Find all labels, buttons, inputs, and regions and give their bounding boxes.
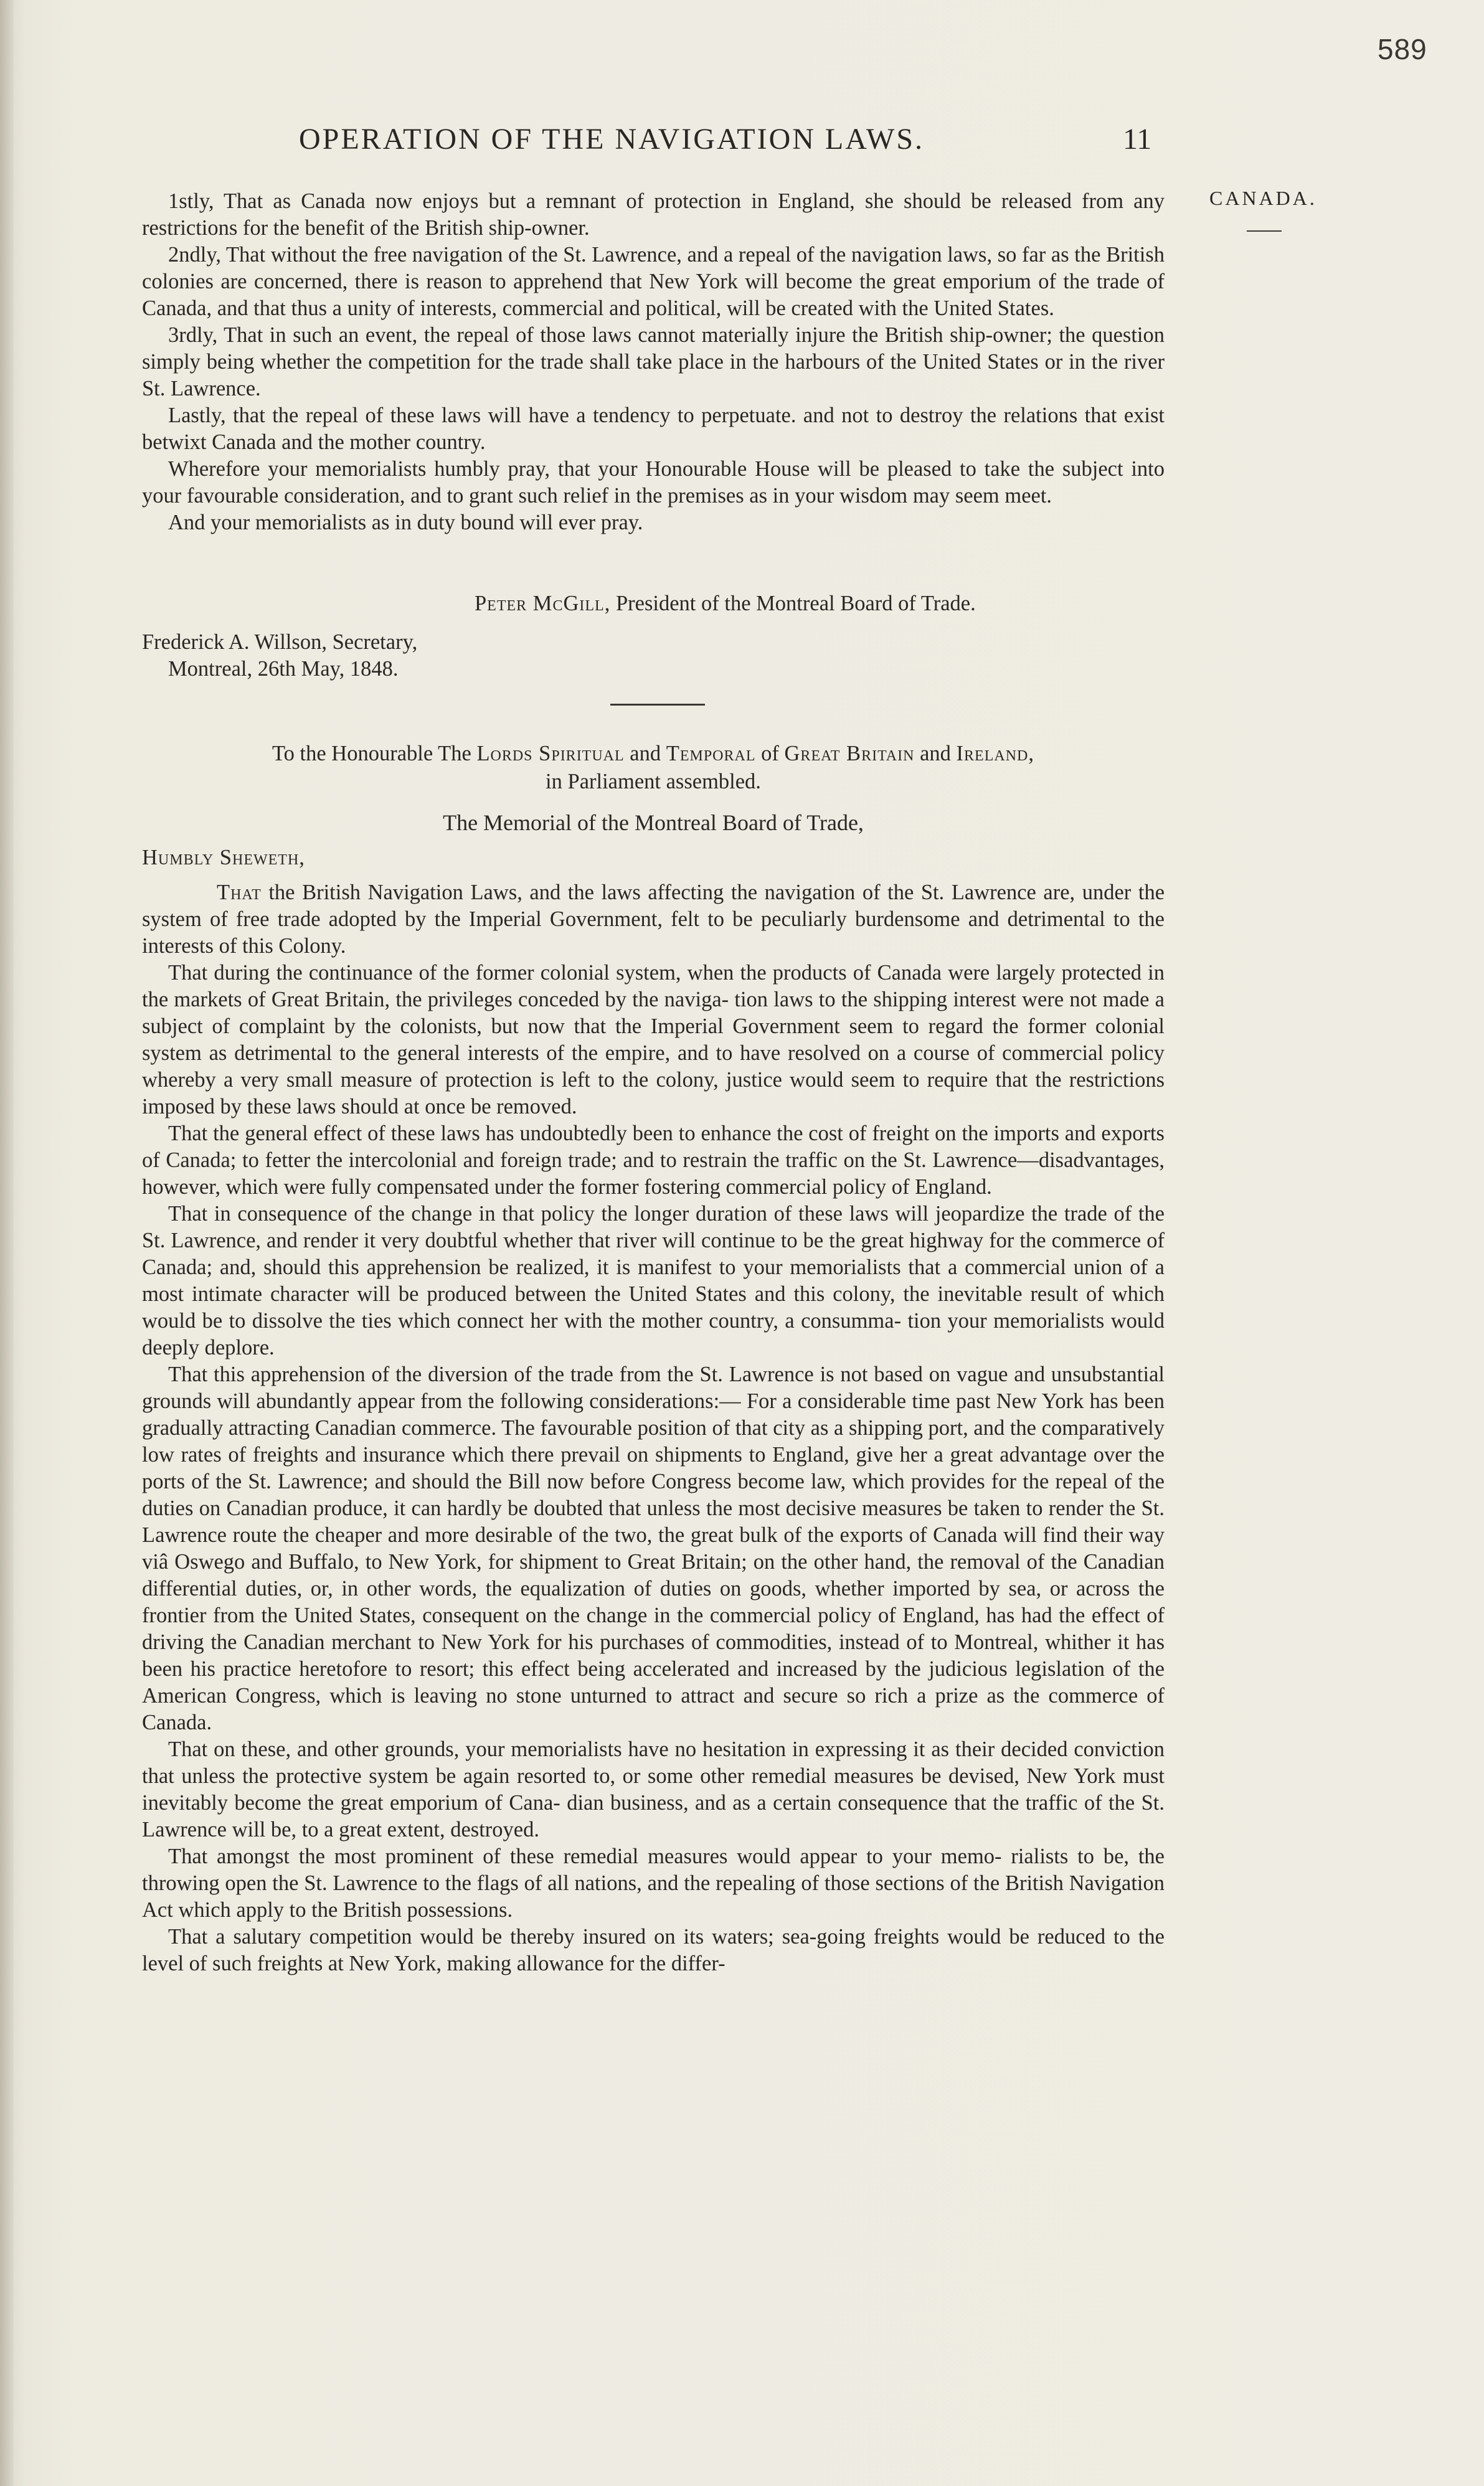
memorial2-paragraph: That on these, and other grounds, your memorialists have no hesitation in expressing it as their decided conviction that unless the protective system be again resorted to, or some other remedial measures be devised, New York must inevitably become the great emporium of Cana- dian business, and as a certain consequence that the traffic of the St. Lawrence will be, to a great extent, destroyed.: [142, 1737, 1165, 1841]
address-of: of: [761, 742, 779, 765]
address-line-2: in Parliament assembled.: [546, 770, 761, 793]
memorial2-first-paragraph: [142, 879, 1165, 960]
memorial2-paragraph: That a salutary competition would be thereby insured on its waters; sea-going freights would be reduced to the level of such freights at New York, making allowance for the differ-: [142, 1925, 1165, 1975]
salutation: Humbly Sheweth,: [142, 846, 305, 869]
address-and: and: [630, 742, 661, 765]
page-spine-shadow: [0, 0, 14, 2486]
address-ireland: Ireland,: [956, 742, 1034, 765]
memorial1-paragraph: And your memorialists as in duty bound will ever pray.: [168, 511, 643, 534]
secretary-block: [142, 629, 417, 683]
memorial2-paragraph: That this apprehension of the diversion of the trade from the St. Lawrence is not based on vague and unsubstantial grounds will abundantly appear from the following considerations:— For a considerable time past New York has been gradually attracting Canadian commerce. The favourable position of that city as a shipping port, and the comparatively low rates of freights and insurance which there prevail on shipments to England, give her a great advantage over the ports of the St. Lawrence; and should the Bill now before Congress become law, which provides for the repeal of the duties on Canadian produce, it can hardly be doubted that unless the most decisive measures be taken to render the St. Lawrence route the cheaper and more desirable of the two, the great bulk of the exports of Canada will find their way viâ Oswego and Buffalo, to New York, for shipment to Great Britain; on the other hand, the removal of the Canadian differential duties, or, in other words, the equalization of duties on goods, whether imported by sea, or across the frontier from the United States, consequent on the change in the commercial policy of England, has had the effect of driving the Canadian merchant to New York for his purchases of commodities, instead of to Montreal, whither it has been his practice heretofore to resort; this effect being accelerated and increased by the judicious legislation of the American Congress, which is leaving no stone unturned to attract and secure so rich a prize as the commerce of Canada.: [142, 1363, 1165, 1734]
memorial2-paragraph: That amongst the most prominent of these remedial measures would appear to your memo- rialists to be, the throwing open the St. Lawrence to the flags of all nations, and the repealing of those sections of the British Navigation Act which apply to the British possessions.: [142, 1845, 1165, 1922]
memorial2-paragraph: That the general effect of these laws has undoubtedly been to enhance the cost of freight on the imports and exports of Canada; to fetter the intercolonial and foreign trade; and to restrain the traffic on the St. Lawrence—disadvantages, however, which were fully compensated under the former fostering commercial policy of England.: [142, 1122, 1165, 1199]
memorial2-paragraph: That in consequence of the change in that policy the longer duration of these laws will jeopardize the trade of the St. Lawrence, and render it very doubtful whether that river will continue to be the great highway for the commerce of Canada; and, should this apprehension be realized, it is manifest to your memorialists that a commercial union of a most intimate character will be produced between the United States and this colony, the inevitable result of which would be to dissolve the ties which connect her with the mother country, a consumma- tion your memorialists would deeply deplore.: [142, 1202, 1165, 1359]
memorial1-paragraph: 2ndly, That without the free navigation of the St. Lawrence, and a repeal of the navigation laws, so far as the British colonies are concerned, there is reason to apprehend that New York will become the great emporium of the trade of Canada, and that thus a unity of interests, commercial and political, will be created with the United States.: [142, 243, 1165, 320]
memorial2-body: [142, 879, 1165, 1977]
address-temporal: Temporal: [666, 742, 756, 765]
first-paragraph-text: the British Navigation Laws, and the laws affecting the navigation of the St. Lawrence are, under the system of free trade adopted by the Imperial Government, felt to be peculiarly burdensome and detrimental to the interests of this Colony.: [142, 881, 1165, 958]
memorial2-title: The Memorial of the Montreal Board of Trade,: [443, 810, 864, 835]
memorial1-paragraph: Lastly, that the repeal of these laws will have a tendency to perpetuate. and not to destroy the relations that exist betwixt Canada and the mother country.: [142, 404, 1165, 454]
secretary-line: Frederick A. Willson, Secretary,: [142, 630, 418, 654]
address-lords: Lords Spiritual: [476, 742, 625, 765]
memorial2-address: [142, 740, 1165, 796]
memorial2-paragraph: That during the continuance of the former colonial system, when the products of Canada were largely protected in the markets of Great Britain, the privileges conceded by the naviga- tion laws to the shipping interest were not made a subject of complaint by the colonists, but now that the Imperial Government seem to regard the former colonial system as detrimental to the general interests of the empire, and to have resolved on a course of commercial policy whereby a very small measure of protection is left to the colony, justice would seem to require that the restrictions imposed by these laws should at once be removed.: [142, 961, 1165, 1118]
margin-note-canada: CANADA.: [1209, 187, 1317, 209]
memorial1-paragraph: 1stly, That as Canada now enjoys but a remnant of protection in England, she should be released from any restrictions for the benefit of the British ship-owner.: [142, 189, 1165, 240]
memorial1-paragraph: 3rdly, That in such an event, the repeal of those laws cannot materially injure the British ship-owner; the question simply being whether the competition for the trade shall take place in the harbours of the United States or in the river St. Lawrence.: [142, 323, 1165, 400]
signature-line: [475, 590, 976, 617]
memorial1-paragraph: Wherefore your memorialists humbly pray, that your Honourable House will be pleased to take the subject into your favourable consideration, and to grant such relief in the premises as in your wisdom may seem meet.: [142, 457, 1165, 508]
section-separator: [610, 704, 705, 706]
address-great-britain: Great Britain: [784, 742, 915, 765]
address-and: and: [920, 742, 951, 765]
address-to: To the Honourable The: [272, 742, 471, 765]
running-head-title: OPERATION OF THE NAVIGATION LAWS.: [299, 123, 925, 156]
signature-name: Peter McGill,: [475, 592, 611, 615]
place-date-line: Montreal, 26th May, 1848.: [168, 657, 399, 681]
margin-note-rule: [1247, 230, 1282, 232]
running-head-number: 11: [1123, 123, 1152, 156]
address-line-1: [142, 740, 1165, 768]
page-number: 589: [1378, 33, 1427, 65]
memorial1-body: [142, 188, 1165, 536]
lead-word: That: [217, 881, 262, 904]
signature-title: President of the Montreal Board of Trade.: [615, 592, 976, 615]
